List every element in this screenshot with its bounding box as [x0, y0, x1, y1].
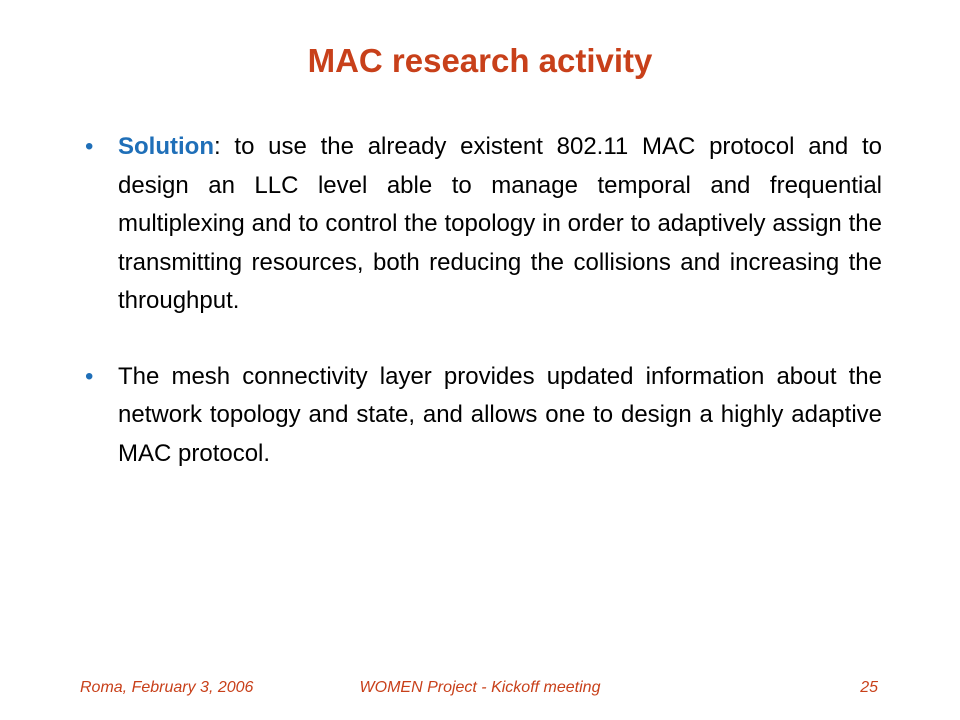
bullet-marker: •	[85, 133, 94, 160]
bullet-keyword: Solution	[118, 133, 214, 160]
footer-location-date: Roma, February 3, 2006	[80, 679, 254, 696]
bullet-item-mesh-layer	[82, 358, 882, 474]
bullet-marker: •	[85, 362, 94, 390]
footer-page-number: 25	[860, 679, 878, 696]
bullet-list	[82, 128, 882, 473]
slide-title: MAC research activity	[307, 42, 653, 79]
bullet-text: The mesh connectivity layer provides updated information about the network topology and state, and allows one to design a highly adaptive MAC protocol.	[118, 362, 882, 467]
bullet-text: : to use the already existent 802.11 MAC protocol and to design an LLC level able to manage temporal and frequential multiplexing and to control the topology in order to adaptively assign the transmitting resources, both reducing the collisions and increasing the throughput.	[118, 133, 882, 314]
footer-event: WOMEN Project - Kickoff meeting	[359, 679, 601, 696]
bullet-item-solution	[82, 128, 882, 321]
